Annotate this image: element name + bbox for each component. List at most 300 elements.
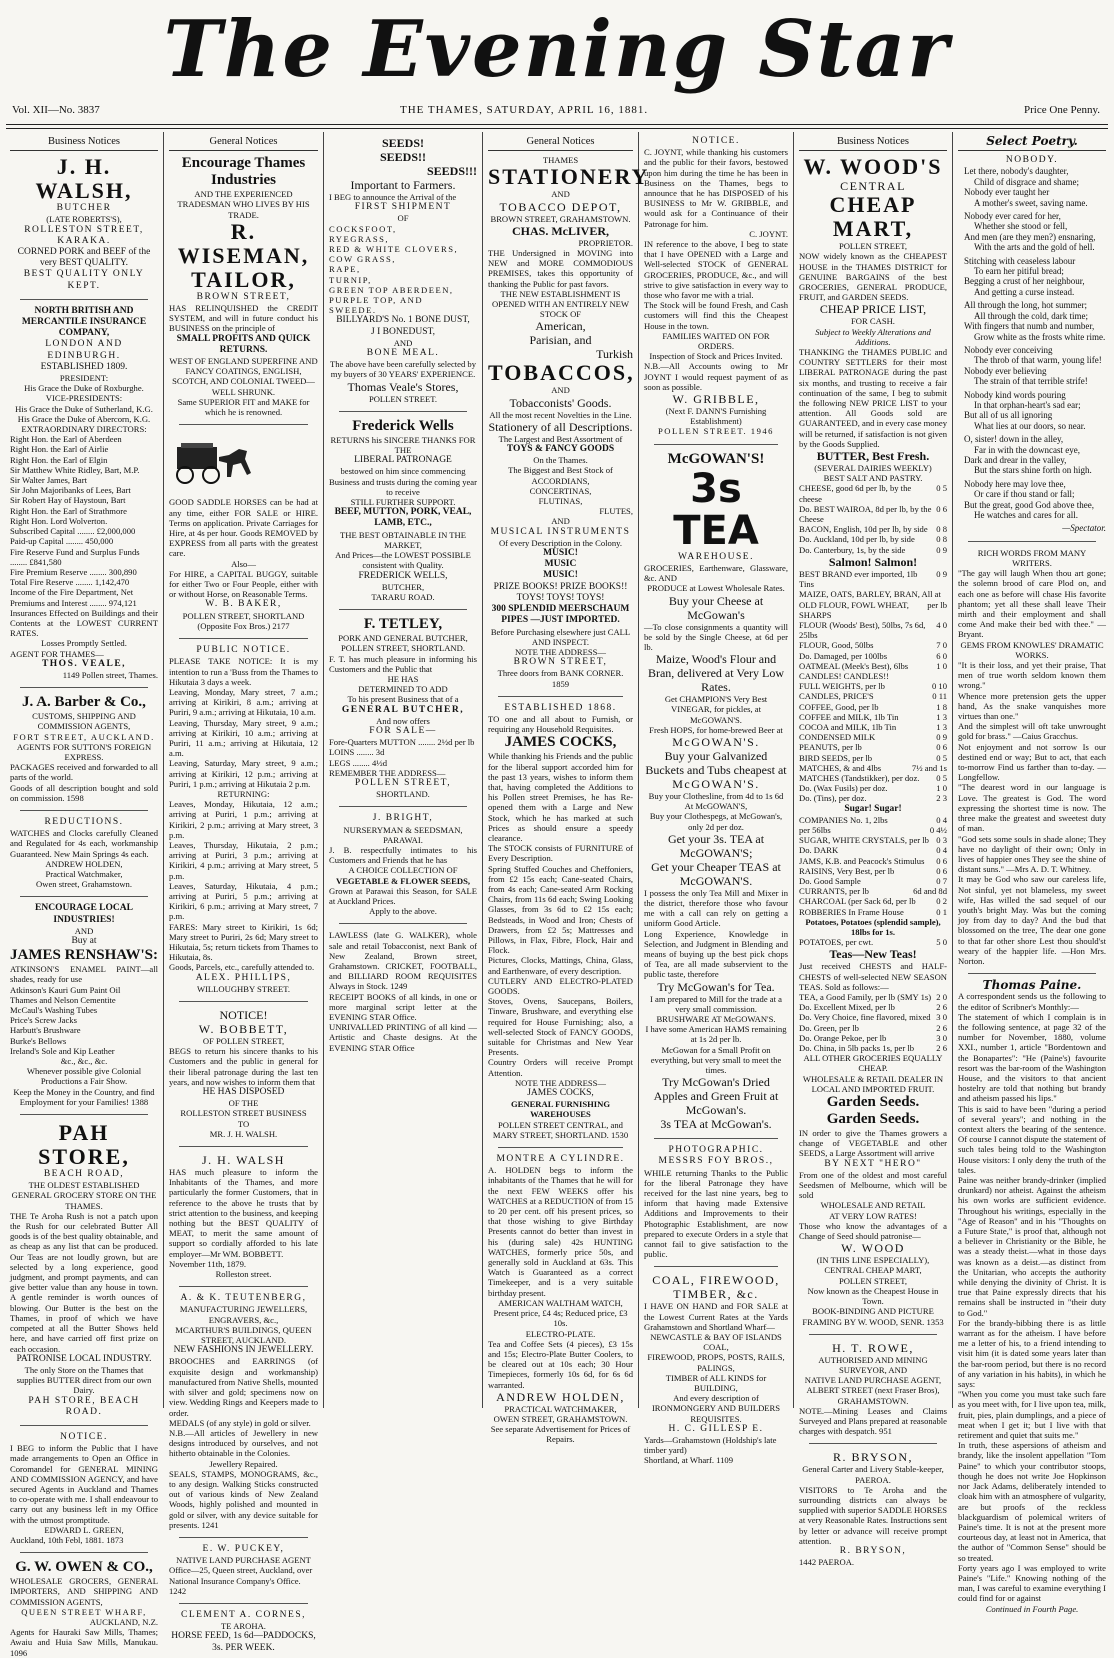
price-item: COFFEE, Good, per lb [799, 701, 879, 712]
text-line: PAH STORE, [38, 1120, 130, 1170]
price-item: SUGAR, WHITE CRYSTALS, per lb [799, 835, 929, 846]
price-value: 1 0 [936, 660, 947, 671]
poem-line: Far in with the downcast eye, [974, 444, 1080, 455]
text-line: BOOK-BINDING AND PICTURE FRAMING BY W. WOOD, SENR. 1353 [802, 1306, 944, 1327]
mcliver-ad [488, 155, 650, 689]
text-line: NOTE THE ADDRESS— [514, 646, 607, 657]
text-line: RED & WHITE CLOVERS, [329, 244, 459, 255]
price-value: 0 5 [936, 752, 947, 763]
ad-divider [654, 1266, 778, 1267]
text-line: SEEDS! [381, 136, 425, 150]
text-line: FLUTES, [599, 506, 633, 517]
price-row [799, 773, 947, 783]
text-line: JAMES RENSHAW'S: [10, 947, 158, 964]
rich-words [958, 548, 1106, 966]
text-line: BROWN STREET, [513, 657, 608, 668]
text-line: UNRIVALLED PRINTING of all kind —Artistic and Chaste designs. At the EVENING STAR Office [329, 1022, 477, 1053]
text-line: Present price, £4 4s; Reduced price, £3 10s. [493, 1308, 628, 1329]
price-item: RAISINS, Very Best, per lb [799, 865, 895, 876]
price-value: 0 11 [932, 691, 947, 702]
baker-ad [169, 431, 318, 631]
price-row [799, 907, 947, 917]
text-line: SEEDS!!! [426, 164, 477, 178]
text-line: G. W. OWEN & CO., [15, 1559, 153, 1576]
top-rule [6, 124, 1108, 125]
poem-line: The strain of that terrible strife! [974, 376, 1088, 387]
text-line: "God sets some souls in shade alone; They have no daylight of their own; Only in lives of happier ones They see the shine of distant suns." —Mrs A. D. T. Whitney. [958, 833, 1106, 875]
text-line: HE HAS DISPOSED [202, 1087, 285, 1098]
price-value: 1 0 [936, 783, 947, 794]
ad-divider [179, 424, 308, 425]
text-line: Right Hon. the Earl of Elgin [10, 454, 108, 465]
price-row [799, 534, 947, 544]
text-line: FREDERICK WELLS, [358, 570, 448, 581]
text-line: AUCKLAND, N.Z. [89, 1616, 158, 1627]
price-row [799, 504, 947, 524]
price-row [799, 1033, 947, 1043]
text-line: DETERMINED TO ADD [358, 684, 448, 695]
price-value: 1 3 [936, 711, 947, 722]
teutenberg-ad [169, 1293, 318, 1530]
text-line: TIMBER of ALL KINDS for BUILDING, [665, 1372, 767, 1394]
text-line: IRONMONGERY AND BUILDERS REQUISITES. [651, 1403, 781, 1424]
foy-ad [644, 1145, 788, 1259]
wood-ad [799, 155, 947, 1327]
price-value: 0 1 [936, 906, 947, 917]
price-value: 6 0 [936, 650, 947, 661]
poem-line: Grow white as the frosts white rime. [974, 331, 1106, 342]
text-line: Sir Walter James, Bart [10, 475, 87, 486]
ad-divider [339, 411, 467, 412]
price-value: 2 0 [936, 992, 947, 1003]
text-line: TURNIP, [329, 274, 372, 285]
text-line: Office—25, Queen street, Auckland, over [169, 1565, 313, 1576]
wells-ad [329, 418, 477, 602]
text-line: A. HOLDEN begs to inform the inhabitants of the Thames that he will for the next FEW WEEKS offer his WATCHES at a REDUCTION of from 15 to 20 per cent. off his present prices, so that those wishing to give Birthday Presents cannot do better than invest in his (during sale) 42s HUNTING WATCHES, formerly price 50s, and generally sold in Auckland at 63s. This Watch is Guaranteed as a correct Timekeeper, and is a very suitable birthday present. [488, 1165, 633, 1298]
price-item: COMPANIES No. 1, 2lbs [799, 814, 888, 825]
text-line: "The dearest word in our language is Love. The greatest is God. The word expressing the shortest time is now. The three make the greatest and sweetest duty of man. [958, 782, 1106, 834]
text-line: WHOLESALE AND RETAIL [820, 1200, 926, 1211]
text-line: HE HAS [387, 673, 419, 684]
text-line: COW GRASS, [329, 254, 396, 265]
ad-divider [654, 444, 778, 445]
column-separator [638, 132, 639, 1408]
volume-number: Vol. XII—No. 3837 [12, 104, 100, 116]
text-line: Practical Watchmaker, [45, 868, 123, 879]
text-line: Auckland, 10th Febl, 1881. 1873 [10, 1534, 124, 1545]
price-row [799, 1043, 947, 1053]
column-2 [165, 136, 322, 1653]
text-line: Also— [231, 558, 256, 569]
text-line: ALBERT STREET (next Fraser Bros), [806, 1385, 940, 1396]
text-line: SHORTLAND. [376, 789, 430, 800]
text-line: Goods of all description bought and sold on commission. 1598 [10, 782, 158, 803]
text-line: R. BRYSON, [839, 1545, 907, 1556]
text-line: H. T. ROWE, [832, 1340, 914, 1355]
text-line: PRIZE BOOKS! PRIZE BOOKS!! [493, 581, 628, 592]
text-line: MANUFACTURING JEWELLERS, ENGRAVERS, &c., [179, 1304, 308, 1325]
price-item: JAMS, K.B. and Peacock's Stimulus [799, 855, 925, 866]
text-line: Stationery of all Descriptions. [488, 419, 633, 434]
text-line: PURPLE TOP, AND [329, 295, 424, 306]
text-line: CONCERTINAS, [529, 485, 592, 496]
text-line: W. BOBBETT, [198, 1022, 289, 1036]
text-line: Continued in Fourth Page. [985, 1603, 1079, 1614]
price-item: TEA, a Good Family, per lb (SMY 1s) [799, 992, 932, 1003]
owen-ad [10, 1559, 158, 1658]
text-line: November 11th, 1879. [169, 1258, 247, 1269]
text-line: Just received CHESTS and HALF-CHESTS of well-selected NEW SEASON TEAS. Sold as follows:— [799, 961, 947, 992]
column-separator [952, 132, 953, 1408]
text-line: Teas—New Teas! [829, 947, 917, 962]
text-line: JAMES COCKS, [527, 1088, 594, 1099]
text-line: RYEGRASS, [329, 233, 390, 244]
text-line: THE Undersigned in MOVING into NEW and MORE COMMODIOUS PREMISES, takes this opportunity of thanking the Public for past favors. [488, 248, 633, 289]
poem-line: To earn her pitiful bread; [974, 266, 1064, 277]
price-row [799, 600, 947, 620]
text-line: LOCAL AND IMPORTED FRUIT. [811, 1083, 935, 1094]
text-line: POLLEN STREET, [838, 241, 908, 252]
price-row [799, 681, 947, 691]
price-value: 0 6 [936, 503, 947, 514]
text-line: ELECTRO-PLATE. [525, 1328, 596, 1339]
text-line: Grown at Parawai this Season, for SALE at Auckland Prices. [329, 885, 477, 906]
text-line: Get CHAMPION'S Very Best VINEGAR, for pickles, at McGOWAN'S. [664, 694, 768, 725]
text-line: Income of the Fire Department, Net Premiums and Interest ........ 974,121 [10, 587, 137, 608]
poem-line: But the stars shine forth on high. [974, 465, 1092, 476]
text-line: ALL OTHER GROCERIES EQUALLY CHEAP. [803, 1053, 943, 1074]
text-line: N.B.—All Accounts owing to Mr JOYNT I would request payment of as soon as possible. [644, 361, 788, 392]
ad-divider [809, 1334, 937, 1335]
text-line: THAMES [542, 155, 579, 166]
text-line: NOTICE. [692, 136, 740, 146]
price-value: 0 5 [936, 483, 947, 494]
price-item: Do. Canterbury, 1s, by the side [799, 544, 906, 555]
price-row [799, 661, 947, 671]
ad-divider [20, 896, 148, 897]
column-separator [163, 132, 164, 1408]
text-line: OWEN STREET, GRAHAMSTOWN. [493, 1413, 628, 1424]
text-line: Leaving, Saturday, Mary street, 9 a.m.; arriving at Kirikiri, 12 p.m.; arriving at Puriri, 1 p.m.; arriving at Hikutaia 2 p.m. [169, 758, 318, 789]
price-value: 3 0 [936, 1032, 947, 1043]
jh-walsh-ad [169, 1153, 318, 1279]
text-line: RECEIPT BOOKS of all kinds, in one or more marginal script letter at the EVENING STAR Office. [329, 991, 477, 1023]
price-item: CONDENSED MILK [799, 732, 876, 743]
text-line: CHEAP PRICE LIST, [819, 302, 927, 317]
price-item: CANDLES! CANDLES!! [799, 670, 889, 681]
holden-ad [488, 1154, 633, 1444]
text-line: 3s TEA [673, 465, 759, 554]
price-value: 0 9 [936, 568, 947, 579]
price: Price One Penny. [1024, 104, 1100, 116]
wiseman-ad [169, 155, 318, 417]
text-line: I have some American HAMS remaining at 1s 2d per lb. [645, 1024, 787, 1045]
text-line: Yards—Grahamstown (Holdship's late timber yard) [644, 1435, 777, 1456]
poem-line: But the great, good God above thee, [964, 499, 1094, 510]
text-line: THOS. VEALE, [41, 658, 127, 669]
poem-line: Let there, nobody's daughter, [964, 166, 1069, 177]
poem [958, 155, 1106, 534]
price-value: 0 3 [936, 835, 947, 846]
text-line: PUBLIC NOTICE. [196, 645, 291, 656]
poem-line: But all of us all ignoring [964, 410, 1053, 421]
text-line: W. WOOD [841, 1241, 905, 1256]
price-value: 6d and 8d [913, 886, 947, 897]
text-line: ANDREW HOLDEN, [496, 1389, 625, 1404]
poem-body [958, 166, 1106, 533]
poem-line: With the arts and the gold of hell. [974, 242, 1095, 253]
price-item: Do. Good Sample [799, 875, 861, 886]
text-line: LOINS ........ 3d [329, 747, 385, 758]
text-line: IN reference to the above, I beg to state that I have OPENED with a Large and Well-selected STOCK of GENERAL GROCERIES, PRODUCE, &c., and will strive to give satisfaction in every way to those who favor me with a trial. [644, 239, 788, 301]
text-line: Important to Farmers. [350, 178, 456, 192]
text-line: POLLEN STREET. 1946 [658, 426, 774, 437]
text-line: Right Hon. Lord Wolverton. [10, 515, 108, 526]
text-line: Stoves, Ovens, Saucepans, Boilers, Tinware, Brushware, and everything else required for House Furnishing; also, a well-selected Stock of FANCY GOODS, suitable for Christmas and New Year Presents. [488, 996, 633, 1058]
text-line: The Largest and Best Assortment of [498, 433, 623, 444]
text-line: Try McGowan's Dried Apples and Green Fruit at McGowan's. [653, 1075, 779, 1118]
text-line: ACCORDIANS, [531, 475, 590, 486]
text-line: ATKINSON'S ENAMEL PAINT—all shades, ready for use [10, 964, 158, 985]
text-line: Garden Seeds. [826, 1094, 920, 1111]
text-line: Of every Description in the Colony. [498, 537, 623, 548]
text-line: Burke's Bellows [10, 1035, 67, 1046]
price-row [799, 866, 947, 876]
text-line: POLLEN STREET, [838, 1275, 908, 1286]
price-value: 1 3 [936, 721, 947, 732]
price-row [799, 856, 947, 866]
ad-divider [498, 696, 623, 697]
price-row [799, 1002, 947, 1012]
text-line: AND [551, 189, 570, 200]
text-line: 3s TEA at McGowan's. [660, 1117, 772, 1132]
text-line: Goods, Parcels, etc., carefully attended to. [169, 962, 315, 973]
text-line: NURSERYMAN & SEEDSMAN, [343, 824, 463, 835]
text-line: Leaves, Monday, Hikutaia, 12 a.m.; arriving at Puriri, 1 p.m.; arriving at Kirikiri, 2 p.m.; arriving at Mary street, 3 p.m. [169, 799, 318, 840]
price-item: MATCHES, & and 4lbs [799, 762, 882, 773]
text-line: MR. J. H. WALSH. [209, 1128, 278, 1139]
price-row [799, 483, 947, 503]
text-line: For the brandy-bibbing there is as little warrant as for the atheism. I have before me a letter of his, to a friend intending to visit him (it is dated some years later than the bar-room period, but there is no record of any variation in his habits), in which he says: [958, 1317, 1106, 1390]
price-row [799, 620, 947, 640]
price-value: 0 5 [936, 772, 947, 783]
text-line: F. T. has much pleasure in informing his Customers and the Public that [329, 653, 477, 674]
text-line: N.B.—All articles of Jewellery in new designs introduced by ourselves, and not hitherto obtainable in the Colonies. [169, 1427, 318, 1459]
column-heading: Business Notices [799, 136, 947, 151]
text-line: MCARTHUR'S BUILDINGS, QUEEN STREET, AUCKLAND. [175, 1324, 312, 1346]
text-line: PATRONISE LOCAL INDUSTRY. [16, 1353, 152, 1364]
text-line: PORK AND GENERAL BUTCHER, [338, 633, 468, 644]
poem-line: Nobody ever conceiving [964, 344, 1053, 355]
text-line: POLLEN STREET. [368, 393, 438, 404]
text-line: Maize, Wood's Flour and Bran, delivered at Very Low Rates. [647, 652, 785, 695]
ad-divider [179, 1603, 308, 1604]
price-value: 1 8 [936, 701, 947, 712]
renshaw-ad [10, 903, 158, 1107]
text-line: Those who know the advantages of a Change of Seed should patronise— [799, 1220, 947, 1242]
text-line: bestowed on him since commencing Business and trusts during the coming year to receive [329, 466, 477, 497]
text-line: AND [393, 337, 413, 348]
text-line: VISITORS to Te Aroha and the surrounding districts can always be supplied with superior SADDLE HORSES at very Reasonable Rates. Instructions sent by letter or advance will receive prompt attention. [799, 1484, 948, 1546]
poem-title: NOBODY. [1005, 155, 1059, 166]
text-line: TO [237, 1118, 250, 1129]
text-line: OPENED WITH AN ENTIRELY NEW STOCK OF [491, 299, 630, 320]
text-line: A correspondent sends us the following to the editor of Scribner's Monthly:— [958, 991, 1106, 1012]
text-line: NOW widely known as the CHEAPEST HOUSE in the THAMES DISTRICT for GENUINE BARGAINS of the best GROCERIES, GENERAL PRODUCE, FRUIT, and GARDEN SEEDS. [799, 251, 947, 303]
text-line: J. A. Barber & Co., [22, 694, 146, 711]
text-line: PRESIDENT: [59, 373, 109, 384]
text-line: —To close consignments a quantity will be sold by the Single Cheese, at 6d per lb. [644, 621, 788, 652]
text-line: E. W. PUCKEY, [202, 1543, 285, 1554]
text-line: From one of the oldest and most careful Seedsmen of Melbourne, which will be sold [799, 1169, 947, 1201]
text-line: ROLLESTON STREET BUSINESS [180, 1108, 307, 1119]
price-value: 2 6 [936, 1022, 947, 1033]
price-item: Do. Orange Pekoe, per lb [799, 1032, 887, 1043]
price-value: 0 8 [936, 534, 947, 545]
price-row [799, 702, 947, 712]
text-line: Insurances Effected on Buildings and their Contents at the LOWEST CURRENT RATES. [10, 607, 158, 639]
text-line: TOBACCOS, [488, 360, 635, 386]
text-line: STILL FURTHER SUPPORT. [350, 497, 456, 508]
green-notice-ad [10, 1432, 158, 1545]
text-line: WHOLESALE GROCERS, GENERAL IMPORTERS, AND SHIPPING AND COMMISSION AGENTS, [10, 1576, 158, 1607]
text-line: BEST SALT AND PASTRY. [823, 473, 923, 484]
text-line: VICE-PRESIDENTS: [45, 393, 123, 404]
text-line: RETURNING: [217, 788, 270, 799]
text-line: REDUCTIONS. [44, 816, 124, 827]
text-line: J. B. respectfully intimates to his Customers and Friends that he has [329, 844, 477, 866]
poem-line: He watches and cares for all. [974, 510, 1078, 520]
text-line: LAWLESS (late G. WALKER), whole sale and retail Tobacconist, next Bank of New Zealand, Brown street, Grahamstown. CRICKET, FOOTBALL, and BILLIARD ROOM REQUISITES Always in Stock. 1249 [329, 930, 477, 992]
price-row [799, 825, 947, 835]
price-row [799, 640, 947, 650]
price-value: 0 4½ [929, 824, 947, 835]
price-value: 0 4 [936, 845, 947, 856]
text-line: NORTH BRITISH AND MERCANTILE INSURANCE COMPANY, [21, 305, 147, 339]
text-line: GRAHAMSTOWN. [837, 1395, 909, 1406]
text-line: BEACH ROAD, [43, 1169, 125, 1180]
text-line: Harbutt's Brushware [10, 1025, 81, 1036]
price-item: Do. Excellent Mixed, per lb [799, 1002, 895, 1013]
text-line: It may be God who saw our careless life, Not sinful, yet not blameless, my sweet wife, Has willed the sad sequel of our youth's bright May. Was but the coming joy from day to day? And the bud that blossomed on the tree, The dear one gone to that far other shore Lest thou should'st weary of the happier life. —Hon Mrs. Norton. [958, 874, 1106, 966]
price-value: 0 2 [936, 896, 947, 907]
text-line: Owen street, Grahamstown. [36, 879, 132, 890]
text-line: Leaves, Saturday, Hikutaia, 4 p.m.; arriving at Puriri, 5 p.m.; arriving at Kirikiri, 6 p.m.; arriving at Mary street, 7 p.m. [169, 880, 318, 922]
text-line: PRODUCE at Lowest Wholesale Rates. [647, 583, 785, 594]
ad-divider [179, 638, 308, 639]
dateline [0, 100, 1114, 124]
text-line: RAPE, [329, 264, 361, 275]
text-line: IN order to give the Thames growers a change of VEGETABLE and other SEEDS, a Large Assortment will arrive [799, 1128, 947, 1159]
text-line: MUSIC! [543, 570, 578, 581]
text-line: (SEVERAL DAIRIES WEEKLY) [814, 463, 932, 474]
text-line: J. H. WALSH, [35, 154, 133, 204]
price-row [799, 691, 947, 701]
text-line: JAMES COCKS, [504, 734, 617, 751]
text-line: GREEN TOP ABERDEEN, [329, 284, 454, 295]
text-line: Thomas Veale's Stores, [347, 379, 459, 394]
text-line: 1149 Pollen street, Thames. [62, 669, 158, 680]
text-line: CUTLERY AND ELECTRO-PLATED GOODS. [488, 975, 633, 996]
price-item: BACON, English, 10d per lb, by side [799, 524, 928, 535]
text-line: The STOCK consists of FURNITURE of Every Description. [488, 843, 633, 864]
text-line: COAL, FIREWOOD, TIMBER, &c. [652, 1273, 780, 1302]
ad-divider [809, 1443, 937, 1444]
text-line: PARAWAI. [383, 834, 423, 845]
price-row [799, 1012, 947, 1022]
text-line: In truth, these aspersions of atheism and brandy, like the insolent appellation "Tom Paine" to which your contributor stoops, though he does not write Joe Hopkinson nor Jack Adams, deliberately intended to cloak him with an atmosphere of vulgarity, are but proofs of the reckless blackguardism of polemical writers of Paine's time. It is not at the present more courteous day, at least not in America, that the author of "Common Sense" should be so treated. [958, 1440, 1106, 1563]
text-line: THE Te Aroha Rush is not a patch upon the Rush for our celebrated Butter All goods is of the best quality obtainable, and as cheap as any list that can be produced. Our Teas are not loudly grown, but are selected by a long experience, good judgment, and prompt payments, and can give better value than any house in town. A gentle reminder is worth ounces of blowing. Our Butter is the best on the Thames, in proof of which we have competed at all the Butter Shows held here, and have carried off first prize on each occasion. [10, 1210, 158, 1354]
text-line: His Grace the Duke of Abercorn, K.G. [17, 413, 151, 424]
price-value: 7 0 [936, 640, 947, 651]
text-line: WEST OF ENGLAND SUPERFINE AND FANCY COATINGS, ENGLISH, SCOTCH, AND COLONIAL TWEED—WELL SHRUNK. [169, 356, 318, 397]
poem-line: Whether she stood or fell, [974, 221, 1068, 232]
ad-divider [179, 1146, 308, 1147]
text-line: McGOWAN'S. [672, 776, 760, 791]
price-value: 0 6 [936, 855, 947, 866]
text-line: FIRST SHIPMENT [354, 202, 452, 213]
text-line: Get your 3s. TEA at McGOWAN'S; [667, 831, 765, 860]
text-line: BRUSHWARE AT McGOWAN'S. [656, 1013, 776, 1024]
text-line: And Prices—the LOWEST POSSIBLE consistent with Quality. [335, 550, 471, 571]
article-title: Thomas Paine. [982, 978, 1082, 993]
text-line: Leaves, Thursday, Hikutaia, 2 p.m.; arriving at Puriri, 3 p.m.; arriving at Kirikiri, 4 p.m.; arriving at Mary street, 5 p.m. [169, 839, 318, 881]
poem-line: A mother's sweet, saving name. [974, 197, 1088, 208]
text-line: Leaving, Thursday, Mary street, 9 a.m.; arriving at Kirikiri, 10 a.m.; arriving at Puriri, 11 a.m.; arriving at Hikutaia, 12 a.m. [169, 717, 318, 759]
price-row [799, 763, 947, 773]
text-line: "The gay will laugh When thou art gone; the solemn brood of care Plod on, and each one as before will chase His favorite phantom; yet all these shall leave Their mirth and their employment and shall come And make their bed with thee." —Bryant. [958, 568, 1106, 640]
poem-line: Nobody here may love thee, [964, 478, 1066, 489]
text-line: CLEMENT A. CORNES, [180, 1609, 306, 1620]
poem-line: Dark and drear in the valley, [964, 454, 1067, 465]
text-line: Buy your Cheese at McGowan's [668, 593, 764, 622]
text-line: McGowan for a Small Profit on everything, but very small to meet the times. [650, 1044, 782, 1075]
text-line: While thanking his Friends and the public for the liberal support accorded him for the past 13 years, wishes to inform them that, having completed the Additions to his Pollen street Premises, he has Re-opened them with a Large and New Stock, which he has marked at such Prices as should ensure a speedy clearance. [488, 751, 633, 843]
text-line: CORNED PORK and BEEF of the very BEST QUALITY. [17, 247, 151, 269]
poem-line: The throb of that warm, young life! [974, 355, 1102, 366]
text-line: W. WOOD'S [803, 154, 943, 180]
text-line: BUTTER, Best Fresh. [816, 449, 930, 464]
text-line: I BEG to announce the Arrival of the [329, 192, 457, 202]
text-line: SWEEDE. [329, 305, 377, 316]
text-line: McGOWAN'S. [672, 734, 760, 749]
text-line: AGENTS FOR SUTTON'S FOREIGN EXPRESS. [16, 741, 152, 762]
text-line: STATIONERY [488, 164, 650, 190]
text-line: NEWCASTLE & BAY OF ISLANDS COAL, [650, 1332, 782, 1353]
column-4 [484, 136, 650, 1445]
text-line: WHOLESALE & RETAIL DEALER IN [802, 1073, 944, 1084]
text-line: AND [74, 925, 94, 936]
poem-line: Stitching with ceaseless labour [964, 255, 1076, 266]
price-row [799, 896, 947, 906]
text-line: BY NEXT "HERO" [824, 1158, 922, 1169]
text-line: General Carter and Livery Stable-keeper, PAEROA. [802, 1464, 944, 1485]
text-line: Total Fire Reserve ........ 1,142,470 [10, 577, 130, 588]
text-line: The Biggest and Best Stock of [508, 465, 613, 476]
reductions-ad [10, 817, 158, 889]
column-3 [325, 136, 481, 1406]
price-item: COFFEE and MILK, 1lb Tin [799, 711, 899, 722]
price-row [799, 793, 947, 803]
text-line: Agents for Hauraki Saw Mills, Thames; Awaiu and Huia Saw Mills, Manukau. 1096 [10, 1627, 158, 1658]
price-item: FLOUR, Good, 50lbs [799, 640, 874, 651]
price-item: MAIZE, OATS, BARLEY, BRAN, All at [799, 589, 941, 600]
text-line: Tea and Coffee Sets (4 pieces), £3 15s and 15s; Electro-Plate Butter Coolers, to be cleared out at 10s each; 30 Hour Timepieces, formerly 10s 6d, for 6s 6d warranted. [488, 1338, 633, 1390]
poem-line: Or care if thou stand or fall; [974, 489, 1075, 500]
section-heading: RICH WORDS FROM MANY WRITERS. [977, 547, 1087, 569]
text-line: BROWN STREET, [196, 291, 291, 302]
price-item: Do. Very Choice, fine flavored, mixed [799, 1012, 931, 1023]
